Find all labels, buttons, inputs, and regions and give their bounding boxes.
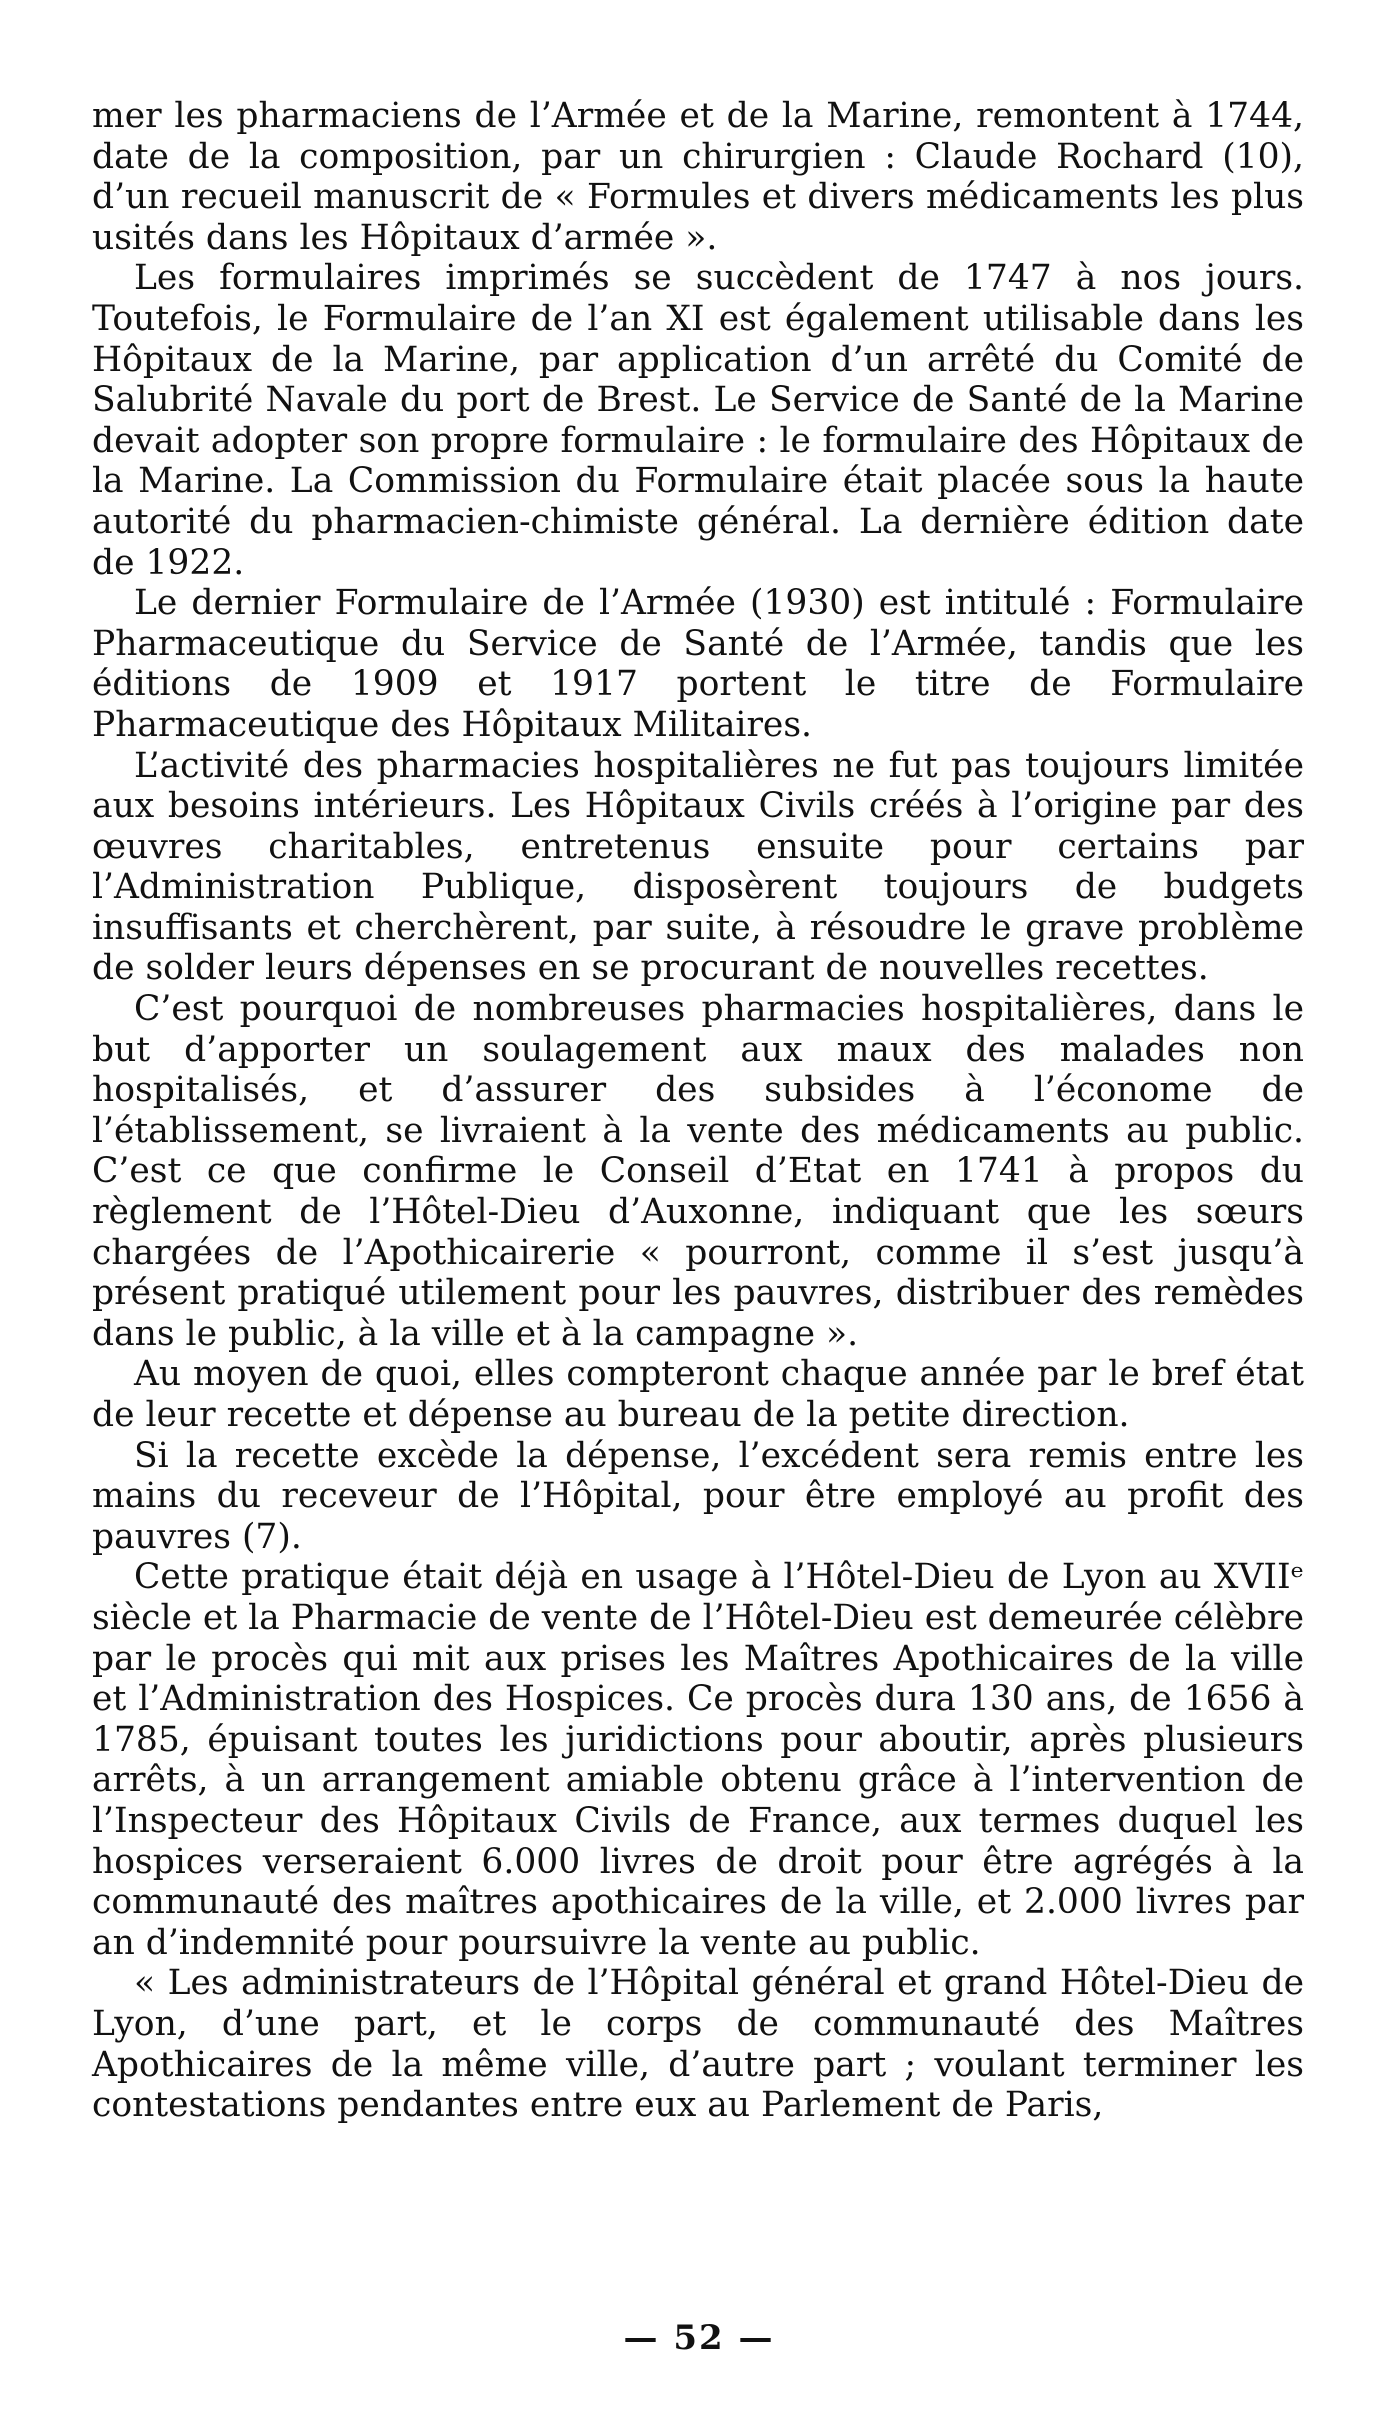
paragraph-9: « Les administrateurs de l’Hôpital général et grand Hôtel-Dieu de Lyon, d’une part, et le corps de communauté des Maîtres Apothicaires de la même ville, d’autre part ; voulant terminer les contestations pendantes entre eux au Parlement de Paris, xyxy=(92,1963,1304,2126)
paragraph-8: Cette pratique était déjà en usage à l’Hôtel-Dieu de Lyon au XVIIᵉ siècle et la Pharmacie de vente de l’Hôtel-Dieu est demeurée célèbre par le procès qui mit aux prises les Maîtres Apothicaires de la ville et l’Administration des Hospices. Ce procès dura 130 ans, de 1656 à 1785, épuisant toutes les juridictions pour aboutir, après plusieurs arrêts, à un arrangement amiable obtenu grâce à l’intervention de l’Inspecteur des Hôpitaux Civils de France, aux termes duquel les hospices verseraient 6.000 livres de droit pour être agrégés à la communauté des maîtres apothicaires de la ville, et 2.000 livres par an d’indemnité pour poursuivre la vente au public. xyxy=(92,1557,1304,1963)
paragraph-5: C’est pourquoi de nombreuses pharmacies hospitalières, dans le but d’apporter un soulagement aux maux des malades non hospitalisés, et d’assurer des subsides à l’économe de l’établissement, se livraient à la vente des médicaments au public. C’est ce que confirme le Conseil d’Etat en 1741 à propos du règlement de l’Hôtel-Dieu d’Auxonne, indiquant que les sœurs chargées de l’Apothicairerie « pourront, comme il s’est jusqu’à présent pratiqué utilement pour les pauvres, distribuer des remèdes dans le public, à la ville et à la campagne ». xyxy=(92,989,1304,1354)
paragraph-3: Le dernier Formulaire de l’Armée (1930) est intitulé : Formulaire Pharmaceutique du Service de Santé de l’Armée, tandis que les éditions de 1909 et 1917 portent le titre de Formulaire Pharmaceutique des Hôpitaux Militaires. xyxy=(92,583,1304,745)
paragraph-1: mer les pharmaciens de l’Armée et de la Marine, remontent à 1744, date de la composition, par un chirurgien : Claude Rochard (10), d’un recueil manuscrit de « Formules et divers médicaments les plus usités dans les Hôpitaux d’armée ». xyxy=(92,96,1304,258)
page-body xyxy=(92,96,1304,2126)
paragraph-6: Au moyen de quoi, elles compteront chaque année par le bref état de leur recette et dépense au bureau de la petite direction. xyxy=(92,1354,1304,1435)
page-number: — 52 — xyxy=(623,2318,775,2358)
paragraph-4: L’activité des pharmacies hospitalières ne fut pas toujours limitée aux besoins intérieurs. Les Hôpitaux Civils créés à l’origine par des œuvres charitables, entretenus ensuite pour certains par l’Administration Publique, disposèrent toujours de budgets insuffisants et cherchèrent, par suite, à résoudre le grave problème de solder leurs dépenses en se procurant de nouvelles recettes. xyxy=(92,745,1304,989)
paragraph-2: Les formulaires imprimés se succèdent de 1747 à nos jours. Toutefois, le Formulaire de l’an XI est également utilisable dans les Hôpitaux de la Marine, par application d’un arrêté du Comité de Salubrité Navale du port de Brest. Le Service de Santé de la Marine devait adopter son propre formulaire : le formulaire des Hôpitaux de la Marine. La Commission du Formulaire était placée sous la haute autorité du pharmacien-chimiste général. La dernière édition date de 1922. xyxy=(92,258,1304,583)
paragraph-7: Si la recette excède la dépense, l’excédent sera remis entre les mains du receveur de l’Hôpital, pour être employé au profit des pauvres (7). xyxy=(92,1435,1304,1557)
